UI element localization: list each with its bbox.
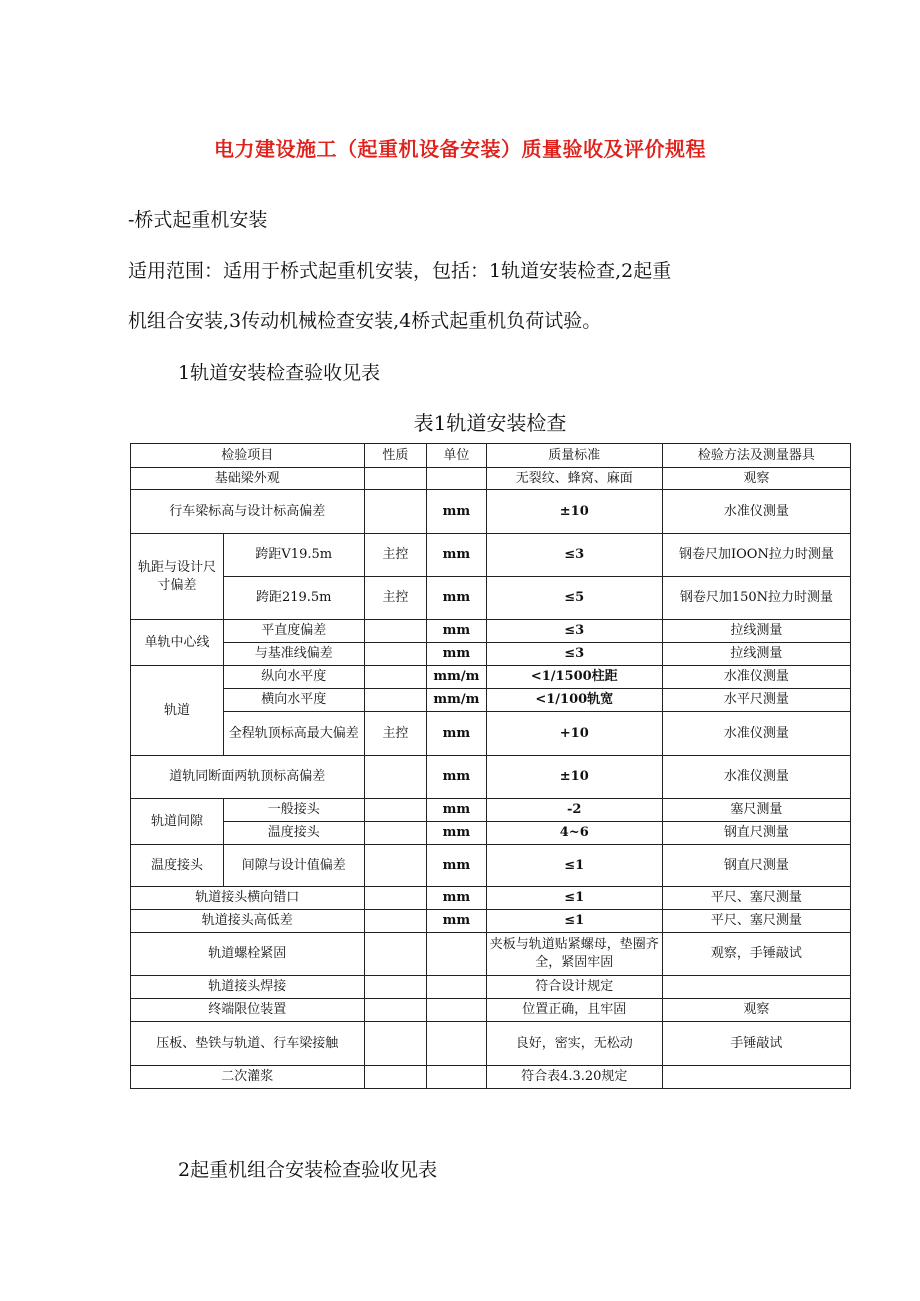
row-nature [364, 999, 427, 1022]
row-standard: ≤1 [486, 910, 662, 933]
row-method: 平尺、塞尺测量 [662, 910, 850, 933]
row-method [662, 976, 850, 999]
row-unit: mm [427, 887, 486, 910]
row-standard: +10 [486, 712, 662, 756]
header-standard: 质量标准 [486, 444, 662, 468]
row-nature [364, 689, 427, 712]
row-unit: mm [427, 910, 486, 933]
rail-inspection-table [130, 443, 851, 1089]
row-item: 压板、垫铁与轨道、行车梁接触 [131, 1022, 365, 1066]
row-unit [427, 933, 486, 976]
row-unit: mm [427, 490, 486, 534]
group-rail: 轨道 [131, 666, 224, 756]
row-method: 塞尺测量 [662, 799, 850, 822]
row-nature [364, 620, 427, 643]
row-nature [364, 887, 427, 910]
row-item: 二次灌浆 [131, 1066, 365, 1089]
row-nature: 主控 [364, 577, 427, 620]
row-standard: <1/100轨宽 [486, 689, 662, 712]
row-method: 拉线测量 [662, 620, 850, 643]
row-unit: mm [427, 577, 486, 620]
row-item: 轨道接头高低差 [131, 910, 365, 933]
group-temperature-joint: 温度接头 [131, 845, 224, 887]
row-standard: ≤3 [486, 643, 662, 666]
row-item: 轨道螺栓紧固 [131, 933, 365, 976]
row-unit: mm [427, 643, 486, 666]
row-unit: mm [427, 756, 486, 799]
subsection-2-heading: 2起重机组合安装检查验收见表 [178, 1159, 438, 1181]
row-item: 间隙与设计值偏差 [223, 845, 364, 887]
scope-line-2: 机组合安装,3传动机械检查安装,4桥式起重机负荷试验。 [128, 310, 602, 332]
row-item: 终端限位装置 [131, 999, 365, 1022]
row-method: 水准仪测量 [662, 712, 850, 756]
row-method: 钢卷尺加150N拉力时测量 [662, 577, 850, 620]
row-nature [364, 1066, 427, 1089]
row-item: 基础梁外观 [131, 468, 365, 490]
table-row [131, 666, 851, 689]
row-unit: mm [427, 534, 486, 577]
row-method: 水准仪测量 [662, 490, 850, 534]
row-item: 纵向水平度 [223, 666, 364, 689]
row-standard: ±10 [486, 490, 662, 534]
row-standard: 位置正确，且牢固 [486, 999, 662, 1022]
row-nature [364, 933, 427, 976]
row-nature [364, 845, 427, 887]
row-unit: mm [427, 799, 486, 822]
row-method: 拉线测量 [662, 643, 850, 666]
header-item: 检验项目 [131, 444, 365, 468]
subsection-1-heading: 1轨道安装检查验收见表 [178, 362, 381, 384]
table-row [131, 1022, 851, 1066]
row-method: 钢直尺测量 [662, 822, 850, 845]
table-row [131, 822, 851, 845]
table-row [131, 490, 851, 534]
row-item: 横向水平度 [223, 689, 364, 712]
row-nature [364, 468, 427, 490]
document-title: 电力建设施工（起重机设备安装）质量验收及评价规程 [214, 137, 706, 161]
row-nature [364, 799, 427, 822]
table-row [131, 643, 851, 666]
row-item: 温度接头 [223, 822, 364, 845]
row-standard: 夹板与轨道贴紧螺母，垫圈齐全，紧固牢固 [486, 933, 662, 976]
table-row [131, 799, 851, 822]
section-heading: -桥式起重机安装 [128, 209, 268, 231]
row-nature [364, 910, 427, 933]
row-standard: ≤1 [486, 887, 662, 910]
table-row [131, 534, 851, 577]
row-nature: 主控 [364, 712, 427, 756]
row-item: 跨距219.5m [223, 577, 364, 620]
table-row [131, 1066, 851, 1089]
group-rail-gap: 轨道间隙 [131, 799, 224, 845]
row-standard: ≤5 [486, 577, 662, 620]
table-row [131, 976, 851, 999]
row-method: 观察 [662, 468, 850, 490]
row-nature [364, 490, 427, 534]
table-row [131, 468, 851, 490]
row-unit [427, 976, 486, 999]
row-standard: -2 [486, 799, 662, 822]
row-standard: <1/1500柱距 [486, 666, 662, 689]
row-standard: 良好，密实，无松动 [486, 1022, 662, 1066]
row-item: 全程轨顶标高最大偏差 [223, 712, 364, 756]
table-row [131, 999, 851, 1022]
row-nature [364, 666, 427, 689]
row-standard: 符合表4.3.20规定 [486, 1066, 662, 1089]
row-unit: mm [427, 712, 486, 756]
row-unit: mm [427, 845, 486, 887]
row-standard: ≤1 [486, 845, 662, 887]
row-method: 水平尺测量 [662, 689, 850, 712]
row-method [662, 1066, 850, 1089]
row-nature [364, 756, 427, 799]
row-nature [364, 822, 427, 845]
row-unit: mm/m [427, 689, 486, 712]
table-header-row [131, 444, 851, 468]
row-unit: mm [427, 620, 486, 643]
row-method: 水准仪测量 [662, 756, 850, 799]
row-method: 水准仪测量 [662, 666, 850, 689]
row-unit [427, 1022, 486, 1066]
table-row [131, 620, 851, 643]
row-method: 钢直尺测量 [662, 845, 850, 887]
group-span-deviation: 轨距与设计尺寸偏差 [131, 534, 224, 620]
table-row [131, 756, 851, 799]
header-unit: 单位 [427, 444, 486, 468]
row-nature [364, 976, 427, 999]
row-method: 手锤敲试 [662, 1022, 850, 1066]
row-unit [427, 1066, 486, 1089]
scope-line-1: 适用范围：适用于桥式起重机安装，包括：1轨道安装检查,2起重 [128, 260, 672, 282]
row-method: 观察 [662, 999, 850, 1022]
table-row [131, 910, 851, 933]
row-method: 钢卷尺加IOON拉力时测量 [662, 534, 850, 577]
row-item: 轨道接头横向错口 [131, 887, 365, 910]
row-item: 行车梁标高与设计标高偏差 [131, 490, 365, 534]
table-row [131, 933, 851, 976]
row-method: 平尺、塞尺测量 [662, 887, 850, 910]
header-nature: 性质 [364, 444, 427, 468]
row-standard: 无裂纹、蜂窝、麻面 [486, 468, 662, 490]
row-unit: mm [427, 822, 486, 845]
row-unit [427, 999, 486, 1022]
row-item: 跨距V19.5m [223, 534, 364, 577]
row-method: 观察，手锤敲试 [662, 933, 850, 976]
table-row [131, 689, 851, 712]
group-single-rail-centerline: 单轨中心线 [131, 620, 224, 666]
row-standard: 4~6 [486, 822, 662, 845]
row-standard: ±10 [486, 756, 662, 799]
row-item: 轨道接头焊接 [131, 976, 365, 999]
row-nature: 主控 [364, 534, 427, 577]
row-item: 一般接头 [223, 799, 364, 822]
header-method: 检验方法及测量器具 [662, 444, 850, 468]
row-unit: mm/m [427, 666, 486, 689]
table-row [131, 887, 851, 910]
table-row [131, 577, 851, 620]
row-nature [364, 643, 427, 666]
row-nature [364, 1022, 427, 1066]
table-row [131, 712, 851, 756]
row-item: 平直度偏差 [223, 620, 364, 643]
row-item: 与基准线偏差 [223, 643, 364, 666]
row-standard: ≤3 [486, 620, 662, 643]
table-caption: 表1轨道安装检查 [413, 411, 567, 435]
row-standard: 符合设计规定 [486, 976, 662, 999]
row-item: 道轨同断面两轨顶标高偏差 [131, 756, 365, 799]
table-row [131, 845, 851, 887]
row-unit [427, 468, 486, 490]
row-standard: ≤3 [486, 534, 662, 577]
